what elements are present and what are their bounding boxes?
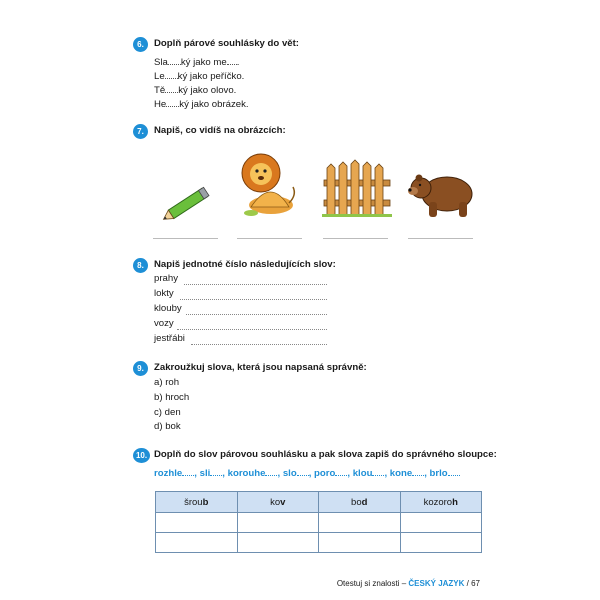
word: kone bbox=[389, 468, 413, 479]
plural-word: lokty bbox=[154, 288, 174, 299]
answer-line[interactable] bbox=[184, 284, 327, 285]
answer-blank[interactable] bbox=[372, 466, 384, 476]
column-header: kov bbox=[237, 492, 319, 513]
answer-blank[interactable] bbox=[210, 466, 222, 476]
footer-label: Otestuj si znalosti – bbox=[336, 579, 409, 588]
task-title: Doplň do slov párovou souhlásku a pak slova zapiš do správného sloupce: bbox=[154, 449, 497, 460]
pencil-icon bbox=[158, 184, 216, 224]
sorting-table bbox=[155, 491, 482, 553]
fence-icon bbox=[322, 158, 392, 218]
column-header: kozoroh bbox=[400, 492, 482, 513]
answer-blank[interactable] bbox=[182, 466, 194, 476]
table-cell[interactable] bbox=[319, 513, 401, 533]
answer-blank[interactable] bbox=[335, 466, 347, 476]
column-header: šroub bbox=[156, 492, 238, 513]
word: korouhe bbox=[227, 468, 266, 479]
sentence-2 bbox=[154, 69, 244, 82]
sentence-part: Tě bbox=[154, 85, 166, 96]
word: klou bbox=[352, 468, 373, 479]
task-number: 7. bbox=[133, 124, 148, 139]
plural-word: prahy bbox=[154, 273, 178, 284]
table-cell[interactable] bbox=[400, 513, 482, 533]
task-number: 8. bbox=[133, 258, 148, 273]
word: poro bbox=[314, 468, 336, 479]
word-list: rozhle , sli , korouhe , slo , poro , klou , kone , brlo bbox=[154, 466, 460, 479]
sentence-part: . bbox=[236, 57, 240, 68]
task-title: Zakroužkuj slova, která jsou napsaná správně: bbox=[154, 362, 367, 373]
table-cell[interactable] bbox=[237, 513, 319, 533]
option-c[interactable]: c) den bbox=[154, 407, 181, 418]
lion-icon bbox=[241, 147, 299, 217]
sentence-part: ký jako peříčko. bbox=[177, 71, 245, 82]
task-number: 9. bbox=[133, 361, 148, 376]
table-row bbox=[156, 533, 482, 553]
answer-blank[interactable] bbox=[448, 466, 460, 476]
page-number: / 67 bbox=[464, 579, 480, 588]
task-number: 6. bbox=[133, 37, 148, 52]
answer-blank[interactable] bbox=[165, 83, 178, 93]
table-cell[interactable] bbox=[156, 513, 238, 533]
task-6 bbox=[133, 37, 433, 112]
sentence-part: ký jako olovo. bbox=[178, 85, 237, 96]
word: sli bbox=[199, 468, 211, 479]
sentence-part: Le bbox=[154, 71, 165, 82]
sentence-4 bbox=[154, 97, 249, 110]
sentence-3 bbox=[154, 83, 236, 96]
table-cell[interactable] bbox=[156, 533, 238, 553]
answer-blank[interactable] bbox=[412, 466, 424, 476]
picture-answer-line[interactable] bbox=[408, 238, 473, 239]
sentence-1 bbox=[154, 55, 239, 68]
sentence-part: He bbox=[154, 99, 167, 110]
answer-blank[interactable] bbox=[166, 97, 179, 107]
bear-icon bbox=[407, 168, 475, 220]
answer-line[interactable] bbox=[186, 314, 327, 315]
answer-line[interactable] bbox=[177, 329, 327, 330]
answer-blank[interactable] bbox=[168, 55, 181, 65]
word: brlo bbox=[429, 468, 448, 479]
table-cell[interactable] bbox=[237, 533, 319, 553]
picture-answer-line[interactable] bbox=[237, 238, 302, 239]
sentence-part: ký jako obrázek. bbox=[179, 99, 249, 110]
option-a[interactable]: a) roh bbox=[154, 377, 180, 388]
word: rozhle bbox=[154, 468, 183, 479]
plural-word: klouby bbox=[154, 303, 182, 314]
column-header: bod bbox=[319, 492, 401, 513]
task-title: Napiš jednotné číslo následujících slov: bbox=[154, 259, 336, 270]
answer-blank[interactable] bbox=[297, 466, 309, 476]
answer-line[interactable] bbox=[180, 299, 327, 300]
word: slo bbox=[282, 468, 297, 479]
page-footer bbox=[337, 579, 480, 588]
task-title: Doplň párové souhlásky do vět: bbox=[154, 38, 300, 49]
table-row bbox=[156, 513, 482, 533]
answer-blank[interactable] bbox=[165, 69, 178, 79]
answer-line[interactable] bbox=[191, 344, 327, 345]
plural-word: jestřábi bbox=[154, 333, 185, 344]
footer-subject: ČESKÝ JAZYK bbox=[408, 579, 465, 588]
table-cell[interactable] bbox=[400, 533, 482, 553]
answer-blank[interactable] bbox=[265, 466, 277, 476]
answer-blank[interactable] bbox=[227, 55, 237, 65]
picture-answer-line[interactable] bbox=[153, 238, 218, 239]
sentence-part: ký jako me bbox=[180, 57, 227, 68]
task-title: Napiš, co vidíš na obrázcích: bbox=[154, 125, 286, 136]
option-b[interactable]: b) hroch bbox=[154, 392, 190, 403]
sentence-part: Sla bbox=[154, 57, 168, 68]
table-cell[interactable] bbox=[319, 533, 401, 553]
picture-answer-line[interactable] bbox=[323, 238, 388, 239]
table-header-row bbox=[156, 492, 482, 513]
task-10 bbox=[133, 448, 497, 466]
option-d[interactable]: d) bok bbox=[154, 421, 181, 432]
plural-word: vozy bbox=[154, 318, 174, 329]
task-number: 10. bbox=[133, 448, 150, 463]
